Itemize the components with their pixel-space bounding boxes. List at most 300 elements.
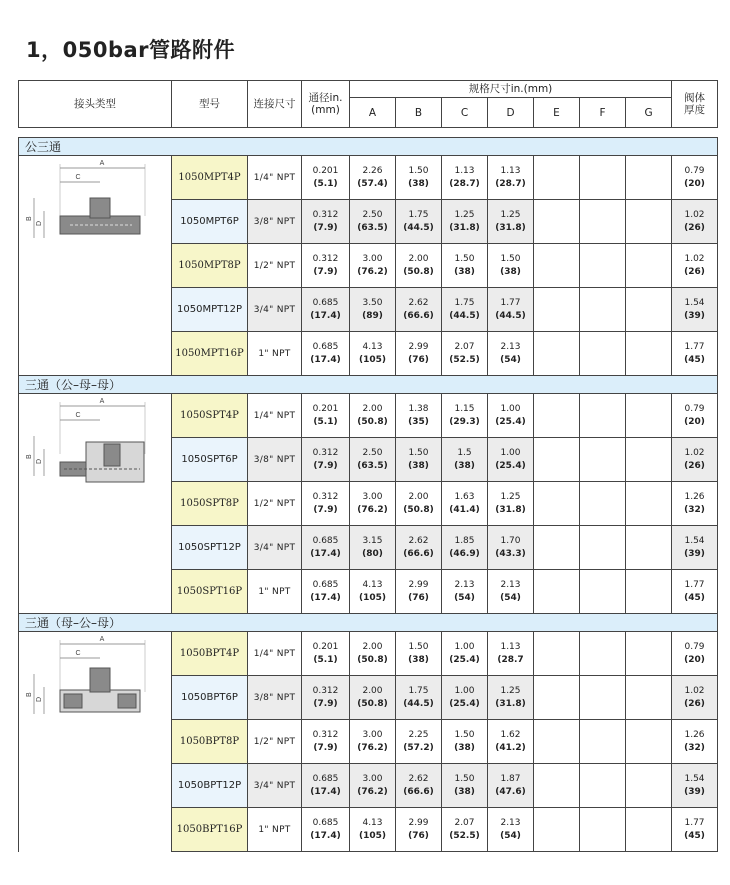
dim-e-cell	[534, 200, 580, 244]
wall-cell	[672, 526, 718, 570]
wall-cell	[672, 676, 718, 720]
connection-cell: 3/8" NPT	[248, 676, 302, 720]
dim-b-cell-in: 2.99	[408, 817, 429, 828]
wall-cell-mm: (45)	[684, 354, 705, 365]
dim-b-cell	[396, 438, 442, 482]
dim-g-cell	[626, 570, 672, 614]
dim-b-cell-in: 2.99	[408, 341, 429, 352]
wall-cell	[672, 394, 718, 438]
fittings-table	[18, 80, 718, 852]
fitting-diagram-cell	[19, 394, 172, 614]
dim-f-cell	[580, 570, 626, 614]
dim-label-a: A	[99, 160, 105, 167]
dim-c-cell	[442, 764, 488, 808]
bore-cell-mm: (7.9)	[313, 266, 338, 277]
model-cell: 1050BPT4P	[172, 632, 248, 676]
dim-c-cell	[442, 200, 488, 244]
wall-cell-in: 1.54	[684, 297, 705, 308]
header-col-b: B	[396, 98, 442, 128]
dim-d-cell-in: 1.00	[500, 447, 521, 458]
dim-d-cell	[488, 244, 534, 288]
connection-cell: 1/2" NPT	[248, 482, 302, 526]
wall-cell-mm: (45)	[684, 592, 705, 603]
dim-f-cell	[580, 288, 626, 332]
header-connection: 连接尺寸	[248, 81, 302, 128]
header-spec: 规格尺寸in.(mm)	[350, 81, 672, 98]
dim-f-cell	[580, 438, 626, 482]
model-cell: 1050SPT6P	[172, 438, 248, 482]
bore-cell-mm: (17.4)	[310, 592, 341, 603]
dim-f-cell	[580, 482, 626, 526]
dim-c-cell	[442, 156, 488, 200]
header-wall-label: 阀体 厚度	[684, 92, 706, 116]
dim-f-cell	[580, 632, 626, 676]
wall-cell-in: 1.02	[684, 253, 705, 264]
bore-cell	[302, 632, 350, 676]
dim-e-cell	[534, 676, 580, 720]
bore-cell-mm: (5.1)	[313, 416, 338, 427]
dim-label-d: D	[36, 458, 43, 464]
table-row	[19, 394, 718, 438]
dim-f-cell	[580, 332, 626, 376]
dim-a-cell-mm: (105)	[358, 592, 386, 603]
header-col-g: G	[626, 98, 672, 128]
header-col-e: E	[534, 98, 580, 128]
bore-cell-in: 0.201	[312, 403, 339, 414]
dim-label-d: D	[36, 696, 43, 702]
model-cell: 1050SPT4P	[172, 394, 248, 438]
connection-cell: 1/2" NPT	[248, 720, 302, 764]
dim-b-cell-mm: (44.5)	[403, 222, 434, 233]
dim-d-cell-in: 1.77	[500, 297, 521, 308]
dim-a-cell-in: 4.13	[362, 341, 383, 352]
dim-b-cell	[396, 720, 442, 764]
dim-f-cell	[580, 200, 626, 244]
wall-cell-mm: (26)	[684, 698, 705, 709]
dim-a-cell-in: 3.15	[362, 535, 383, 546]
dim-b-cell	[396, 482, 442, 526]
dim-b-cell-mm: (76)	[408, 592, 429, 603]
dim-c-cell	[442, 288, 488, 332]
dim-a-cell-mm: (63.5)	[357, 222, 388, 233]
section-title: 三通（公–母–母）	[19, 376, 718, 394]
dim-d-cell-mm: (28.7)	[495, 178, 526, 189]
dim-c-cell-in: 1.75	[454, 297, 475, 308]
dim-a-cell-mm: (76.2)	[357, 742, 388, 753]
wall-cell	[672, 244, 718, 288]
dim-b-cell	[396, 808, 442, 852]
section-header-row	[19, 376, 718, 394]
dim-b-cell-in: 2.62	[408, 297, 429, 308]
dim-d-cell-mm: (54)	[500, 830, 521, 841]
bore-cell	[302, 200, 350, 244]
wall-cell-in: 1.02	[684, 685, 705, 696]
dim-a-cell-in: 4.13	[362, 579, 383, 590]
dim-b-cell-in: 2.62	[408, 773, 429, 784]
dim-c-cell	[442, 438, 488, 482]
dim-b-cell	[396, 526, 442, 570]
model-cell: 1050BPT6P	[172, 676, 248, 720]
dim-g-cell	[626, 200, 672, 244]
dim-c-cell-in: 1.15	[454, 403, 475, 414]
wall-cell-in: 0.79	[684, 641, 705, 652]
bore-cell-mm: (7.9)	[313, 222, 338, 233]
connection-cell: 1" NPT	[248, 332, 302, 376]
dim-c-cell-in: 1.5	[457, 447, 472, 458]
fitting-drawing	[20, 632, 170, 732]
connection-cell: 1/4" NPT	[248, 394, 302, 438]
dim-d-cell	[488, 332, 534, 376]
wall-cell-in: 0.79	[684, 165, 705, 176]
dim-b-cell	[396, 676, 442, 720]
dim-e-cell	[534, 632, 580, 676]
model-cell: 1050BPT12P	[172, 764, 248, 808]
dim-a-cell-mm: (76.2)	[357, 504, 388, 515]
dim-label-b: B	[26, 216, 33, 221]
dim-c-cell	[442, 332, 488, 376]
dim-b-cell-mm: (66.6)	[403, 310, 434, 321]
section-header-row	[19, 614, 718, 632]
dim-a-cell-mm: (80)	[362, 548, 383, 559]
wall-cell-mm: (20)	[684, 416, 705, 427]
bore-cell-in: 0.685	[312, 341, 339, 352]
model-cell: 1050MPT8P	[172, 244, 248, 288]
model-cell: 1050MPT6P	[172, 200, 248, 244]
dim-b-cell-in: 1.38	[408, 403, 429, 414]
wall-cell-mm: (26)	[684, 222, 705, 233]
dim-f-cell	[580, 156, 626, 200]
dim-g-cell	[626, 676, 672, 720]
header-type: 接头类型	[19, 81, 172, 128]
dim-d-cell	[488, 394, 534, 438]
bore-cell-in: 0.312	[312, 729, 339, 740]
dim-b-cell-in: 2.00	[408, 491, 429, 502]
dim-a-cell	[350, 332, 396, 376]
dim-a-cell	[350, 808, 396, 852]
dim-b-cell	[396, 200, 442, 244]
wall-cell-mm: (20)	[684, 654, 705, 665]
dim-c-cell-mm: (25.4)	[449, 654, 480, 665]
dim-e-cell	[534, 526, 580, 570]
bore-cell-in: 0.312	[312, 685, 339, 696]
wall-cell-in: 1.54	[684, 535, 705, 546]
bore-cell	[302, 720, 350, 764]
wall-cell	[672, 764, 718, 808]
bore-cell-in: 0.685	[312, 579, 339, 590]
dim-d-cell	[488, 570, 534, 614]
dim-d-cell	[488, 764, 534, 808]
dim-a-cell-in: 2.26	[362, 165, 383, 176]
bore-cell-mm: (17.4)	[310, 354, 341, 365]
dim-c-cell-mm: (28.7)	[449, 178, 480, 189]
dim-c-cell-in: 1.13	[454, 165, 475, 176]
dim-d-cell-mm: (38)	[500, 266, 521, 277]
wall-cell	[672, 438, 718, 482]
dim-b-cell-mm: (57.2)	[403, 742, 434, 753]
bore-cell-in: 0.685	[312, 817, 339, 828]
dim-label-a: A	[99, 636, 105, 643]
dim-b-cell-in: 1.50	[408, 447, 429, 458]
dim-e-cell	[534, 438, 580, 482]
connection-cell: 3/8" NPT	[248, 200, 302, 244]
bore-cell-in: 0.685	[312, 297, 339, 308]
dim-b-cell-mm: (76)	[408, 354, 429, 365]
dim-d-cell-in: 1.25	[500, 209, 521, 220]
header-bore-label: 通径in. (mm)	[308, 92, 343, 116]
fitting-diagram-cell	[19, 632, 172, 852]
bore-cell	[302, 332, 350, 376]
wall-cell	[672, 288, 718, 332]
bore-cell-mm: (7.9)	[313, 504, 338, 515]
dim-a-cell-mm: (105)	[358, 354, 386, 365]
wall-cell	[672, 632, 718, 676]
header-col-f: F	[580, 98, 626, 128]
connection-cell: 1/4" NPT	[248, 632, 302, 676]
dim-a-cell-mm: (50.8)	[357, 698, 388, 709]
dim-d-cell-in: 1.87	[500, 773, 521, 784]
dim-e-cell	[534, 482, 580, 526]
fitting-diagram-cell	[19, 156, 172, 376]
dim-e-cell	[534, 244, 580, 288]
dim-b-cell-mm: (66.6)	[403, 786, 434, 797]
dim-c-cell-in: 1.63	[454, 491, 475, 502]
wall-cell-mm: (26)	[684, 266, 705, 277]
dim-a-cell-in: 2.50	[362, 209, 383, 220]
dim-d-cell	[488, 676, 534, 720]
model-cell: 1050SPT16P	[172, 570, 248, 614]
dim-a-cell	[350, 720, 396, 764]
dim-e-cell	[534, 808, 580, 852]
dim-c-cell-in: 1.50	[454, 729, 475, 740]
bore-cell	[302, 288, 350, 332]
dim-c-cell	[442, 632, 488, 676]
dim-c-cell-mm: (41.4)	[449, 504, 480, 515]
dim-a-cell	[350, 288, 396, 332]
dim-a-cell-in: 2.00	[362, 641, 383, 652]
spacer	[19, 128, 718, 138]
dim-d-cell-in: 1.13	[500, 641, 521, 652]
dim-g-cell	[626, 764, 672, 808]
dim-c-cell	[442, 676, 488, 720]
dim-b-cell	[396, 570, 442, 614]
dim-e-cell	[534, 288, 580, 332]
header-col-d: D	[488, 98, 534, 128]
connection-cell: 1/2" NPT	[248, 244, 302, 288]
dim-d-cell-mm: (28.7	[497, 654, 524, 665]
dim-d-cell	[488, 720, 534, 764]
dim-c-cell-in: 1.00	[454, 685, 475, 696]
dim-d-cell	[488, 438, 534, 482]
bore-cell-mm: (17.4)	[310, 830, 341, 841]
dim-d-cell-in: 1.50	[500, 253, 521, 264]
wall-cell-mm: (45)	[684, 830, 705, 841]
dim-b-cell-mm: (66.6)	[403, 548, 434, 559]
bore-cell-in: 0.312	[312, 447, 339, 458]
dim-b-cell-in: 2.99	[408, 579, 429, 590]
dim-e-cell	[534, 764, 580, 808]
wall-cell-in: 1.54	[684, 773, 705, 784]
dim-c-cell-mm: (46.9)	[449, 548, 480, 559]
wall-cell-mm: (39)	[684, 310, 705, 321]
bore-cell-in: 0.312	[312, 253, 339, 264]
dim-a-cell-mm: (76.2)	[357, 266, 388, 277]
bore-cell-in: 0.685	[312, 535, 339, 546]
connection-cell: 1" NPT	[248, 808, 302, 852]
model-cell: 1050MPT12P	[172, 288, 248, 332]
dim-e-cell	[534, 394, 580, 438]
model-cell: 1050BPT8P	[172, 720, 248, 764]
dim-g-cell	[626, 156, 672, 200]
bore-cell-mm: (7.9)	[313, 460, 338, 471]
dim-g-cell	[626, 526, 672, 570]
wall-cell-in: 0.79	[684, 403, 705, 414]
dim-e-cell	[534, 570, 580, 614]
dim-b-cell	[396, 288, 442, 332]
dim-c-cell	[442, 526, 488, 570]
dim-a-cell-mm: (50.8)	[357, 654, 388, 665]
connection-cell: 3/4" NPT	[248, 764, 302, 808]
dim-d-cell	[488, 156, 534, 200]
dim-b-cell-mm: (76)	[408, 830, 429, 841]
dim-g-cell	[626, 394, 672, 438]
header-col-c: C	[442, 98, 488, 128]
dim-d-cell-in: 2.13	[500, 817, 521, 828]
wall-cell-in: 1.26	[684, 491, 705, 502]
section-header-row	[19, 138, 718, 156]
dim-f-cell	[580, 720, 626, 764]
model-cell: 1050SPT12P	[172, 526, 248, 570]
dim-a-cell-mm: (57.4)	[357, 178, 388, 189]
dim-c-cell-mm: (38)	[454, 266, 475, 277]
dim-g-cell	[626, 288, 672, 332]
wall-cell-mm: (39)	[684, 786, 705, 797]
dim-c-cell	[442, 244, 488, 288]
dim-a-cell-in: 3.00	[362, 491, 383, 502]
dim-label-b: B	[26, 454, 33, 459]
model-cell: 1050BPT16P	[172, 808, 248, 852]
bore-cell-in: 0.201	[312, 165, 339, 176]
dim-g-cell	[626, 808, 672, 852]
dim-d-cell-mm: (54)	[500, 354, 521, 365]
bore-cell-in: 0.312	[312, 209, 339, 220]
dim-a-cell-in: 3.50	[362, 297, 383, 308]
dim-d-cell	[488, 288, 534, 332]
dim-f-cell	[580, 394, 626, 438]
dim-c-cell-mm: (44.5)	[449, 310, 480, 321]
wall-cell-mm: (20)	[684, 178, 705, 189]
dim-label-a: A	[99, 398, 105, 405]
dim-c-cell-in: 1.85	[454, 535, 475, 546]
dim-d-cell-mm: (31.8)	[495, 698, 526, 709]
dim-b-cell-mm: (38)	[408, 460, 429, 471]
bore-cell	[302, 438, 350, 482]
connection-cell: 1" NPT	[248, 570, 302, 614]
dim-b-cell-in: 2.00	[408, 253, 429, 264]
wall-cell-mm: (32)	[684, 504, 705, 515]
dim-b-cell	[396, 632, 442, 676]
dim-b-cell-mm: (35)	[408, 416, 429, 427]
bore-cell-mm: (17.4)	[310, 310, 341, 321]
dim-f-cell	[580, 764, 626, 808]
bore-cell-mm: (7.9)	[313, 742, 338, 753]
dim-c-cell-in: 1.25	[454, 209, 475, 220]
dim-d-cell	[488, 632, 534, 676]
dim-d-cell	[488, 200, 534, 244]
page-title: 1，050bar管路附件	[26, 38, 236, 62]
dim-c-cell-in: 2.07	[454, 341, 475, 352]
dim-d-cell-in: 1.25	[500, 491, 521, 502]
dim-d-cell-mm: (44.5)	[495, 310, 526, 321]
bore-cell	[302, 676, 350, 720]
dim-a-cell	[350, 394, 396, 438]
bore-cell	[302, 764, 350, 808]
wall-cell-in: 1.77	[684, 579, 705, 590]
dim-a-cell-in: 3.00	[362, 729, 383, 740]
dim-c-cell	[442, 570, 488, 614]
bore-cell	[302, 156, 350, 200]
dim-a-cell	[350, 632, 396, 676]
wall-cell	[672, 570, 718, 614]
dim-a-cell	[350, 200, 396, 244]
wall-cell	[672, 720, 718, 764]
dim-a-cell	[350, 244, 396, 288]
dim-c-cell-mm: (38)	[454, 742, 475, 753]
dim-a-cell	[350, 676, 396, 720]
dim-c-cell-in: 1.50	[454, 253, 475, 264]
wall-cell-mm: (39)	[684, 548, 705, 559]
dim-a-cell-in: 4.13	[362, 817, 383, 828]
model-cell: 1050MPT16P	[172, 332, 248, 376]
wall-cell-mm: (32)	[684, 742, 705, 753]
dim-b-cell-in: 1.75	[408, 209, 429, 220]
table-row	[19, 632, 718, 676]
wall-cell	[672, 332, 718, 376]
dim-a-cell	[350, 156, 396, 200]
dim-b-cell	[396, 244, 442, 288]
dim-label-c: C	[75, 174, 81, 181]
wall-cell-in: 1.02	[684, 209, 705, 220]
bore-cell-mm: (5.1)	[313, 178, 338, 189]
dim-b-cell	[396, 156, 442, 200]
wall-cell-in: 1.26	[684, 729, 705, 740]
dim-c-cell-in: 2.13	[454, 579, 475, 590]
bore-cell	[302, 808, 350, 852]
dim-g-cell	[626, 482, 672, 526]
connection-cell: 1/4" NPT	[248, 156, 302, 200]
section-title: 三通（母–公–母）	[19, 614, 718, 632]
dim-b-cell-in: 1.50	[408, 165, 429, 176]
connection-cell: 3/8" NPT	[248, 438, 302, 482]
dim-c-cell-mm: (54)	[454, 592, 475, 603]
dim-f-cell	[580, 676, 626, 720]
header-col-a: A	[350, 98, 396, 128]
wall-cell-in: 1.02	[684, 447, 705, 458]
dim-d-cell-in: 1.70	[500, 535, 521, 546]
wall-cell-in: 1.77	[684, 341, 705, 352]
dim-b-cell-in: 2.62	[408, 535, 429, 546]
dim-c-cell	[442, 482, 488, 526]
dim-c-cell-mm: (29.3)	[449, 416, 480, 427]
dim-b-cell-in: 1.50	[408, 641, 429, 652]
dim-c-cell-mm: (25.4)	[449, 698, 480, 709]
bore-cell	[302, 394, 350, 438]
dim-a-cell-mm: (63.5)	[357, 460, 388, 471]
dim-label-d: D	[36, 220, 43, 226]
dim-label-c: C	[75, 412, 81, 419]
fitting-drawing	[20, 156, 170, 256]
dim-g-cell	[626, 632, 672, 676]
wall-cell-mm: (26)	[684, 460, 705, 471]
